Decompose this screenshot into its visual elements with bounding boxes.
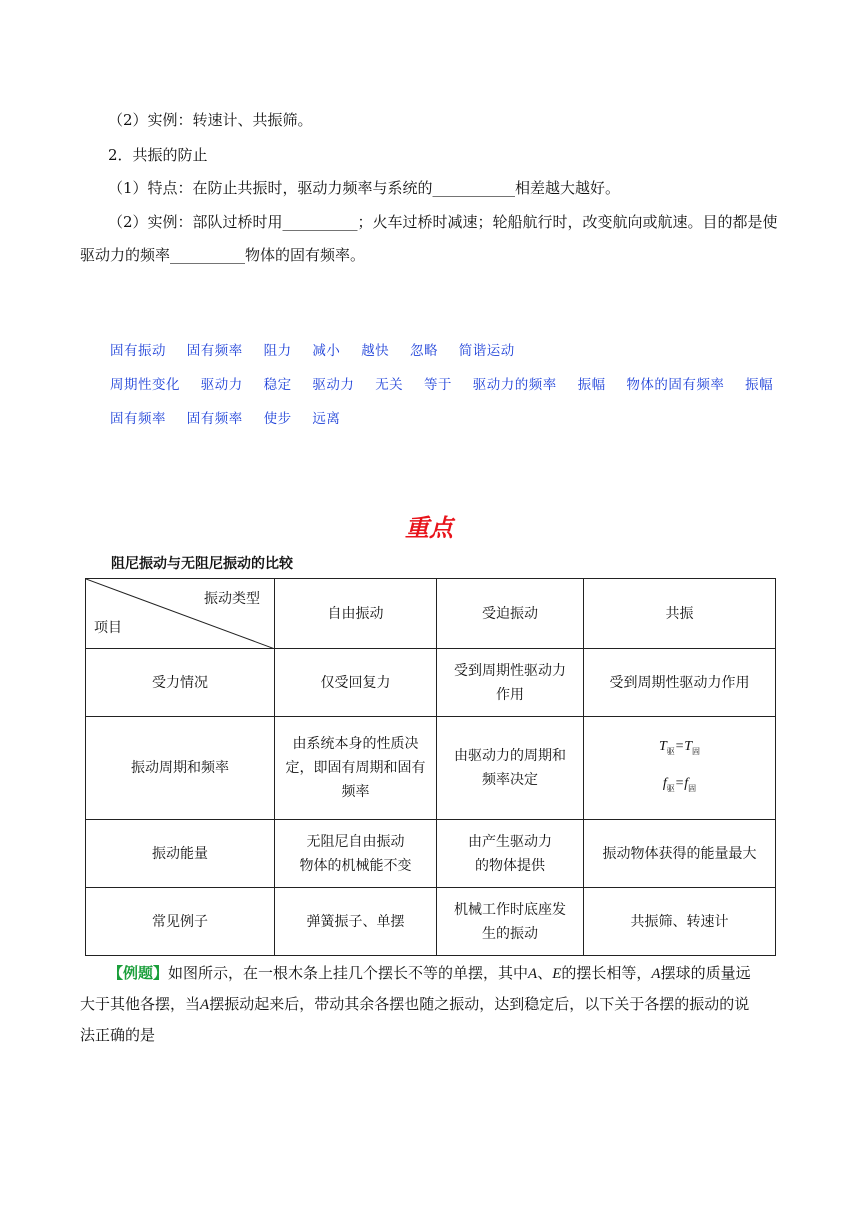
header-cell: 自由振动 <box>275 579 437 649</box>
section-heading: 重点 <box>405 514 453 542</box>
table-cell: 仅受回复力 <box>275 649 437 717</box>
corner-top-label: 振动类型 <box>204 591 260 607</box>
answer-item: 远离 <box>312 411 341 427</box>
answer-item: 使步 <box>263 411 292 427</box>
header-cell: 共振 <box>584 579 776 649</box>
table-caption: 阻尼振动与无阻尼振动的比较 <box>111 556 293 572</box>
table-cell: 弹簧振子、单摆 <box>275 888 437 956</box>
row-label: 常见例子 <box>86 888 275 956</box>
answer-item: 越快 <box>361 343 390 359</box>
answer-item: 无关 <box>375 377 404 393</box>
answer-item: 固有振动 <box>110 343 166 359</box>
example-label: 【例题】 <box>108 964 169 982</box>
answer-item: 物体的固有频率 <box>626 377 725 393</box>
answer-item: 驱动力的频率 <box>472 377 557 393</box>
answer-item: 驱动力 <box>312 377 355 393</box>
table-cell: 共振筛、转速计 <box>584 888 776 956</box>
answer-item: 忽略 <box>409 343 438 359</box>
row-label: 振动能量 <box>86 820 275 888</box>
answer-item: 稳定 <box>263 377 292 393</box>
table-header-row <box>86 579 776 649</box>
table-cell: 由产生驱动力 的物体提供 <box>437 820 584 888</box>
table-cell: 机械工作时底座发 生的振动 <box>437 888 584 956</box>
answer-row-2 <box>110 373 789 393</box>
table-cell: 受到周期性驱动力 作用 <box>437 649 584 717</box>
answer-item: 周期性变化 <box>110 377 180 393</box>
text-line: （2）实例：部队过桥时用__________；火车过桥时减速；轮船航行时，改变航向或航速。目的都是使 <box>108 213 778 231</box>
table-cell: 振动物体获得的能量最大 <box>584 820 776 888</box>
answer-item: 驱动力 <box>200 377 243 393</box>
text-line: （1）特点：在防止共振时，驱动力频率与系统的___________相差越大越好。 <box>108 179 621 197</box>
corner-cell <box>86 579 275 649</box>
table-row <box>86 649 776 717</box>
row-label: 受力情况 <box>86 649 275 717</box>
answer-row-1 <box>110 339 531 359</box>
table-cell: 无阻尼自由振动 物体的机械能不变 <box>275 820 437 888</box>
example-paragraph: 【例题】如图所示，在一根木条上挂几个摆长不等的单摆，其中A、E的摆长相等，A摆球的质量远大于其他各摆，当A摆振动起来后，带动其余各摆也随之振动，达到稳定后，以下关于各摆的振动的说法正确的是 <box>80 964 751 1044</box>
answer-item: 固有频率 <box>186 411 243 427</box>
table-cell: 由系统本身的性质决 定，即固有周期和固有 频率 <box>275 717 437 820</box>
comparison-table <box>85 578 776 956</box>
answer-item: 阻力 <box>263 343 292 359</box>
corner-bottom-label: 项目 <box>94 620 122 636</box>
table-row <box>86 888 776 956</box>
answer-row-3 <box>110 407 356 427</box>
answer-item: 振幅 <box>577 377 606 393</box>
answer-item: 固有频率 <box>186 343 243 359</box>
table-cell: 受到周期性驱动力作用 <box>584 649 776 717</box>
period-formula: $T_驱=T_固$ <box>658 739 701 756</box>
table-row <box>86 717 776 820</box>
text-line: 驱动力的频率__________物体的固有频率。 <box>80 246 366 264</box>
answer-item: 等于 <box>423 377 452 393</box>
answer-item: 固有频率 <box>110 411 166 427</box>
text-line: 2．共振的防止 <box>108 146 208 164</box>
answer-item: 简谐运动 <box>458 343 515 359</box>
frequency-formula: $f_驱=f_固$ <box>662 776 697 793</box>
header-cell: 受迫振动 <box>437 579 584 649</box>
answer-item: 振幅 <box>745 377 774 393</box>
answer-item: 减小 <box>312 343 341 359</box>
text-line: （2）实例：转速计、共振筛。 <box>108 111 313 129</box>
row-label: 振动周期和频率 <box>86 717 275 820</box>
table-cell: 由驱动力的周期和 频率决定 <box>437 717 584 820</box>
table-cell <box>584 717 776 820</box>
table-row <box>86 820 776 888</box>
